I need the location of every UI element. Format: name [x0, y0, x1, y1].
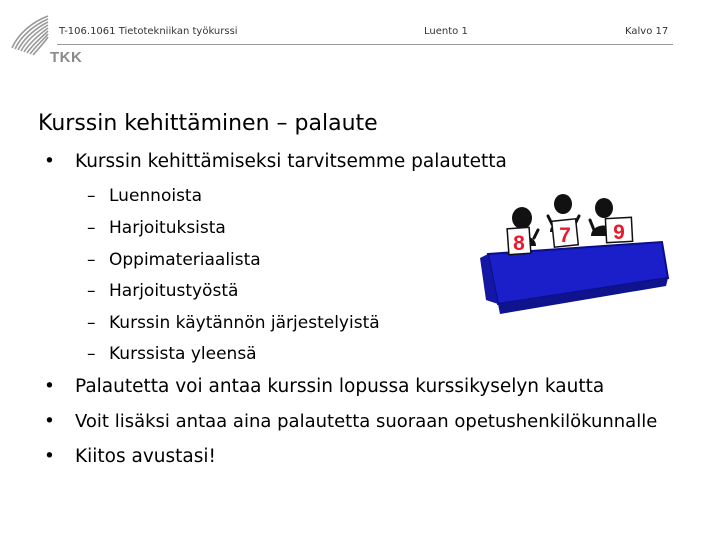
- sub-item-text: Oppimateriaalista: [109, 250, 261, 270]
- score-value: 8: [513, 232, 525, 255]
- sub-item-dash: –: [87, 218, 96, 238]
- bullet-dot: •: [44, 446, 55, 467]
- sub-item-text: Harjoituksista: [109, 218, 226, 238]
- sub-item-dash: –: [87, 313, 96, 333]
- tkk-logo-text: TKK: [50, 49, 83, 66]
- score-value: 7: [559, 224, 571, 247]
- sub-item-text: Kurssin käytännön järjestelyistä: [109, 313, 380, 333]
- bullet-dot: •: [44, 411, 55, 432]
- bullet-dot: •: [44, 151, 55, 172]
- bullet-text: Palautetta voi antaa kurssin lopussa kurssikyselyn kautta: [75, 376, 605, 397]
- sub-item-dash: –: [87, 186, 96, 206]
- header-lecture: Luento 1: [424, 26, 468, 37]
- score-card-1: [507, 227, 531, 255]
- judges-panel-scorecards-icon: [478, 192, 672, 324]
- score-card-2: [552, 219, 579, 247]
- sub-item-text: Kurssista yleensä: [109, 344, 257, 364]
- score-card-3: [605, 217, 632, 244]
- slide-title: Kurssin kehittäminen – palaute: [38, 111, 378, 136]
- sub-item-dash: –: [87, 344, 96, 364]
- sub-item-text: Harjoitustyöstä: [109, 281, 239, 301]
- sub-item-dash: –: [87, 281, 96, 301]
- bullet-dot: •: [44, 376, 55, 397]
- bullet-text: Kurssin kehittämiseksi tarvitsemme palautetta: [75, 151, 507, 172]
- header-slide-number: Kalvo 17: [625, 26, 669, 37]
- header-course: T-106.1061 Tietotekniikan työkurssi: [59, 26, 238, 37]
- bullet-text: Kiitos avustasi!: [75, 446, 216, 467]
- sub-item-text: Luennoista: [109, 186, 203, 206]
- bullet-text: Voit lisäksi antaa aina palautetta suoraan opetushenkilökunnalle: [75, 411, 658, 432]
- score-value: 9: [613, 221, 625, 244]
- tkk-logo-icon: [8, 14, 56, 70]
- sub-item-dash: –: [87, 250, 96, 270]
- header-divider: [57, 44, 673, 45]
